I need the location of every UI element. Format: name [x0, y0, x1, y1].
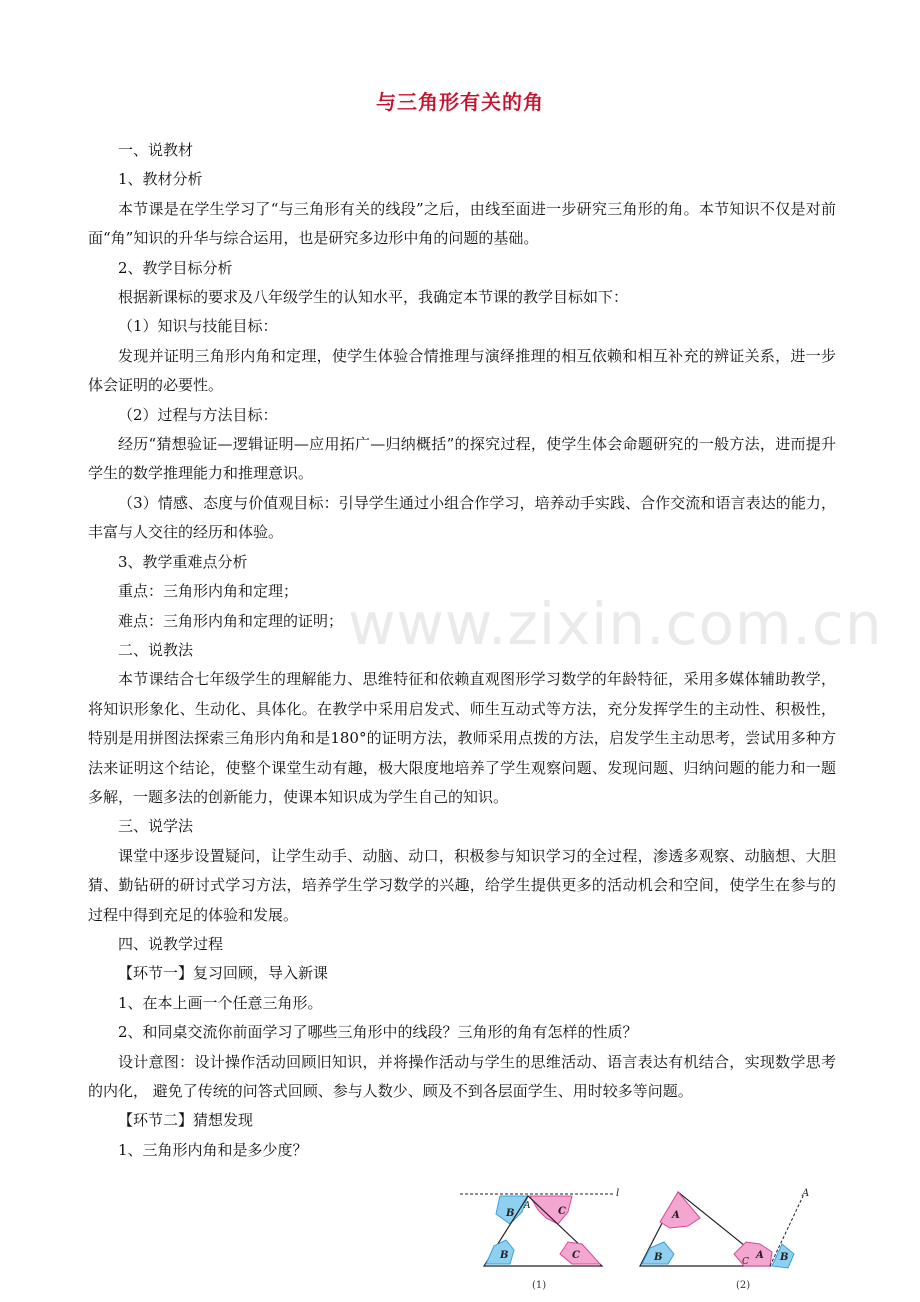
fig2-pink-cutout — [734, 1242, 772, 1266]
fig2-label-1: B — [654, 1252, 663, 1263]
fig1-label-1: C — [558, 1206, 566, 1217]
fig1-label-0: B — [506, 1208, 515, 1219]
watermark: www.zixin.com.cn — [348, 590, 883, 658]
heading-section-1: 一、说教材 — [118, 141, 194, 159]
figure-2 — [640, 1188, 809, 1268]
fig1-pink-corner — [560, 1242, 600, 1264]
paragraph: 难点：三角形内角和定理的证明； — [118, 611, 344, 630]
fig2-label-4: B — [780, 1252, 789, 1263]
paragraph: 1、三角形内角和是多少度？ — [118, 1140, 308, 1159]
fig1-label-3: B — [500, 1250, 509, 1261]
triangle-figures — [460, 1184, 820, 1296]
subheading-goal-2: （2）过程与方法目标： — [118, 405, 278, 424]
heading-section-2: 二、说教法 — [118, 640, 194, 659]
subheading-textbook-analysis: 1、教材分析 — [118, 170, 203, 189]
fig2-line-label: A — [802, 1188, 810, 1199]
paragraph: 2、和同桌交流你前面学习了哪些三角形中的线段？三角形的角有怎样的性质？ — [118, 1023, 638, 1042]
paragraph: （3）情感、态度与价值观目标：引导学生通过小组合作学习，培养动手实践、合作交流和语言表达的能力，丰富与人交往的经历和体验。 — [88, 493, 836, 542]
fig2-label-2: C — [742, 1257, 749, 1267]
paragraph: 设计意图：设计操作活动回顾旧知识，并将操作活动与学生的思维活动、语言表达有机结合，实现数学思考的内化， 避免了传统的问答式回顾、参与人数少、顾及不到各层面学生、用时较多等问题。 — [88, 1052, 836, 1100]
subheading-step-1: 【环节一】复习回顾，导入新课 — [118, 964, 329, 983]
subheading-step-2: 【环节二】猜想发现 — [118, 1111, 254, 1130]
heading-section-4: 四、说教学过程 — [118, 934, 224, 953]
subheading-goal-1: （1）知识与技能目标： — [118, 317, 278, 336]
figure-1 — [460, 1188, 619, 1266]
paragraph: 本节课是在学生学习了“与三角形有关的线段”之后，由线至面进一步研究三角形的角。本节知识不仅是对前面“角”知识的升华与综合运用，也是研究多边形中角的问题的基础。 — [88, 199, 836, 248]
paragraph: 发现并证明三角形内角和定理，使学生体验合情推理与演绎推理的相互依赖和相互补充的辨证关系，进一步体会证明的必要性。 — [88, 346, 836, 395]
fig2-label-0: A — [672, 1210, 680, 1221]
fig1-label-2: A — [524, 1201, 531, 1211]
paragraph: 重点：三角形内角和定理； — [118, 582, 299, 601]
heading-section-3: 三、说学法 — [118, 817, 194, 836]
fig1-line-label: l — [616, 1188, 620, 1199]
paragraph: 本节课结合七年级学生的理解能力、思维特征和依赖直观图形学习数学的年龄特征，采用多媒体辅助教学，将知识形象化、生动化、具体化。在教学中采用启发式、师生互动式等方法，充分发挥学生的主动性、积极性，特别是用拼图法探索三角形内角和是180°的证明方法，教师采用点拨的方法，启发学生主动思考，尝试用多种方法来证明这个结论，使整个课堂生动有趣，极大限度地培养了学生观察问题、发现问题、归纳问题的能力和一题多解，一题多法的创新能力，使课本知识成为学生自己的知识。 — [88, 670, 836, 806]
subheading-key-points: 3、教学重难点分析 — [118, 552, 248, 571]
fig2-pink-corner-top — [660, 1192, 700, 1228]
page-title: 与三角形有关的角 — [376, 90, 544, 114]
triangle-figures-svg — [460, 1184, 820, 1296]
fig2-label-3: A — [756, 1250, 764, 1261]
figure-2-caption: (2) — [736, 1280, 751, 1291]
paragraph: 1、在本上画一个任意三角形。 — [118, 993, 323, 1012]
subheading-teaching-goals: 2、教学目标分析 — [118, 258, 233, 277]
fig1-label-4: C — [572, 1250, 580, 1261]
paragraph: 经历“猜想验证—逻辑证明—应用拓广—归纳概括”的探究过程，使学生体会命题研究的一般方法，进而提升学生的数学推理能力和推理意识。 — [88, 435, 836, 483]
paragraph: 课堂中逐步设置疑问，让学生动手、动脑、动口，积极参与知识学习的全过程，渗透多观察、动脑想、大胆猜、勤钻研的研讨式学习方法，培养学生学习数学的兴趣，给学生提供更多的活动机会和空间，使学生在参与的过程中得到充足的体验和发展。 — [88, 846, 836, 924]
paragraph: 根据新课标的要求及八年级学生的认知水平，我确定本节课的教学目标如下： — [118, 288, 629, 307]
figure-1-caption: (1) — [532, 1280, 547, 1291]
